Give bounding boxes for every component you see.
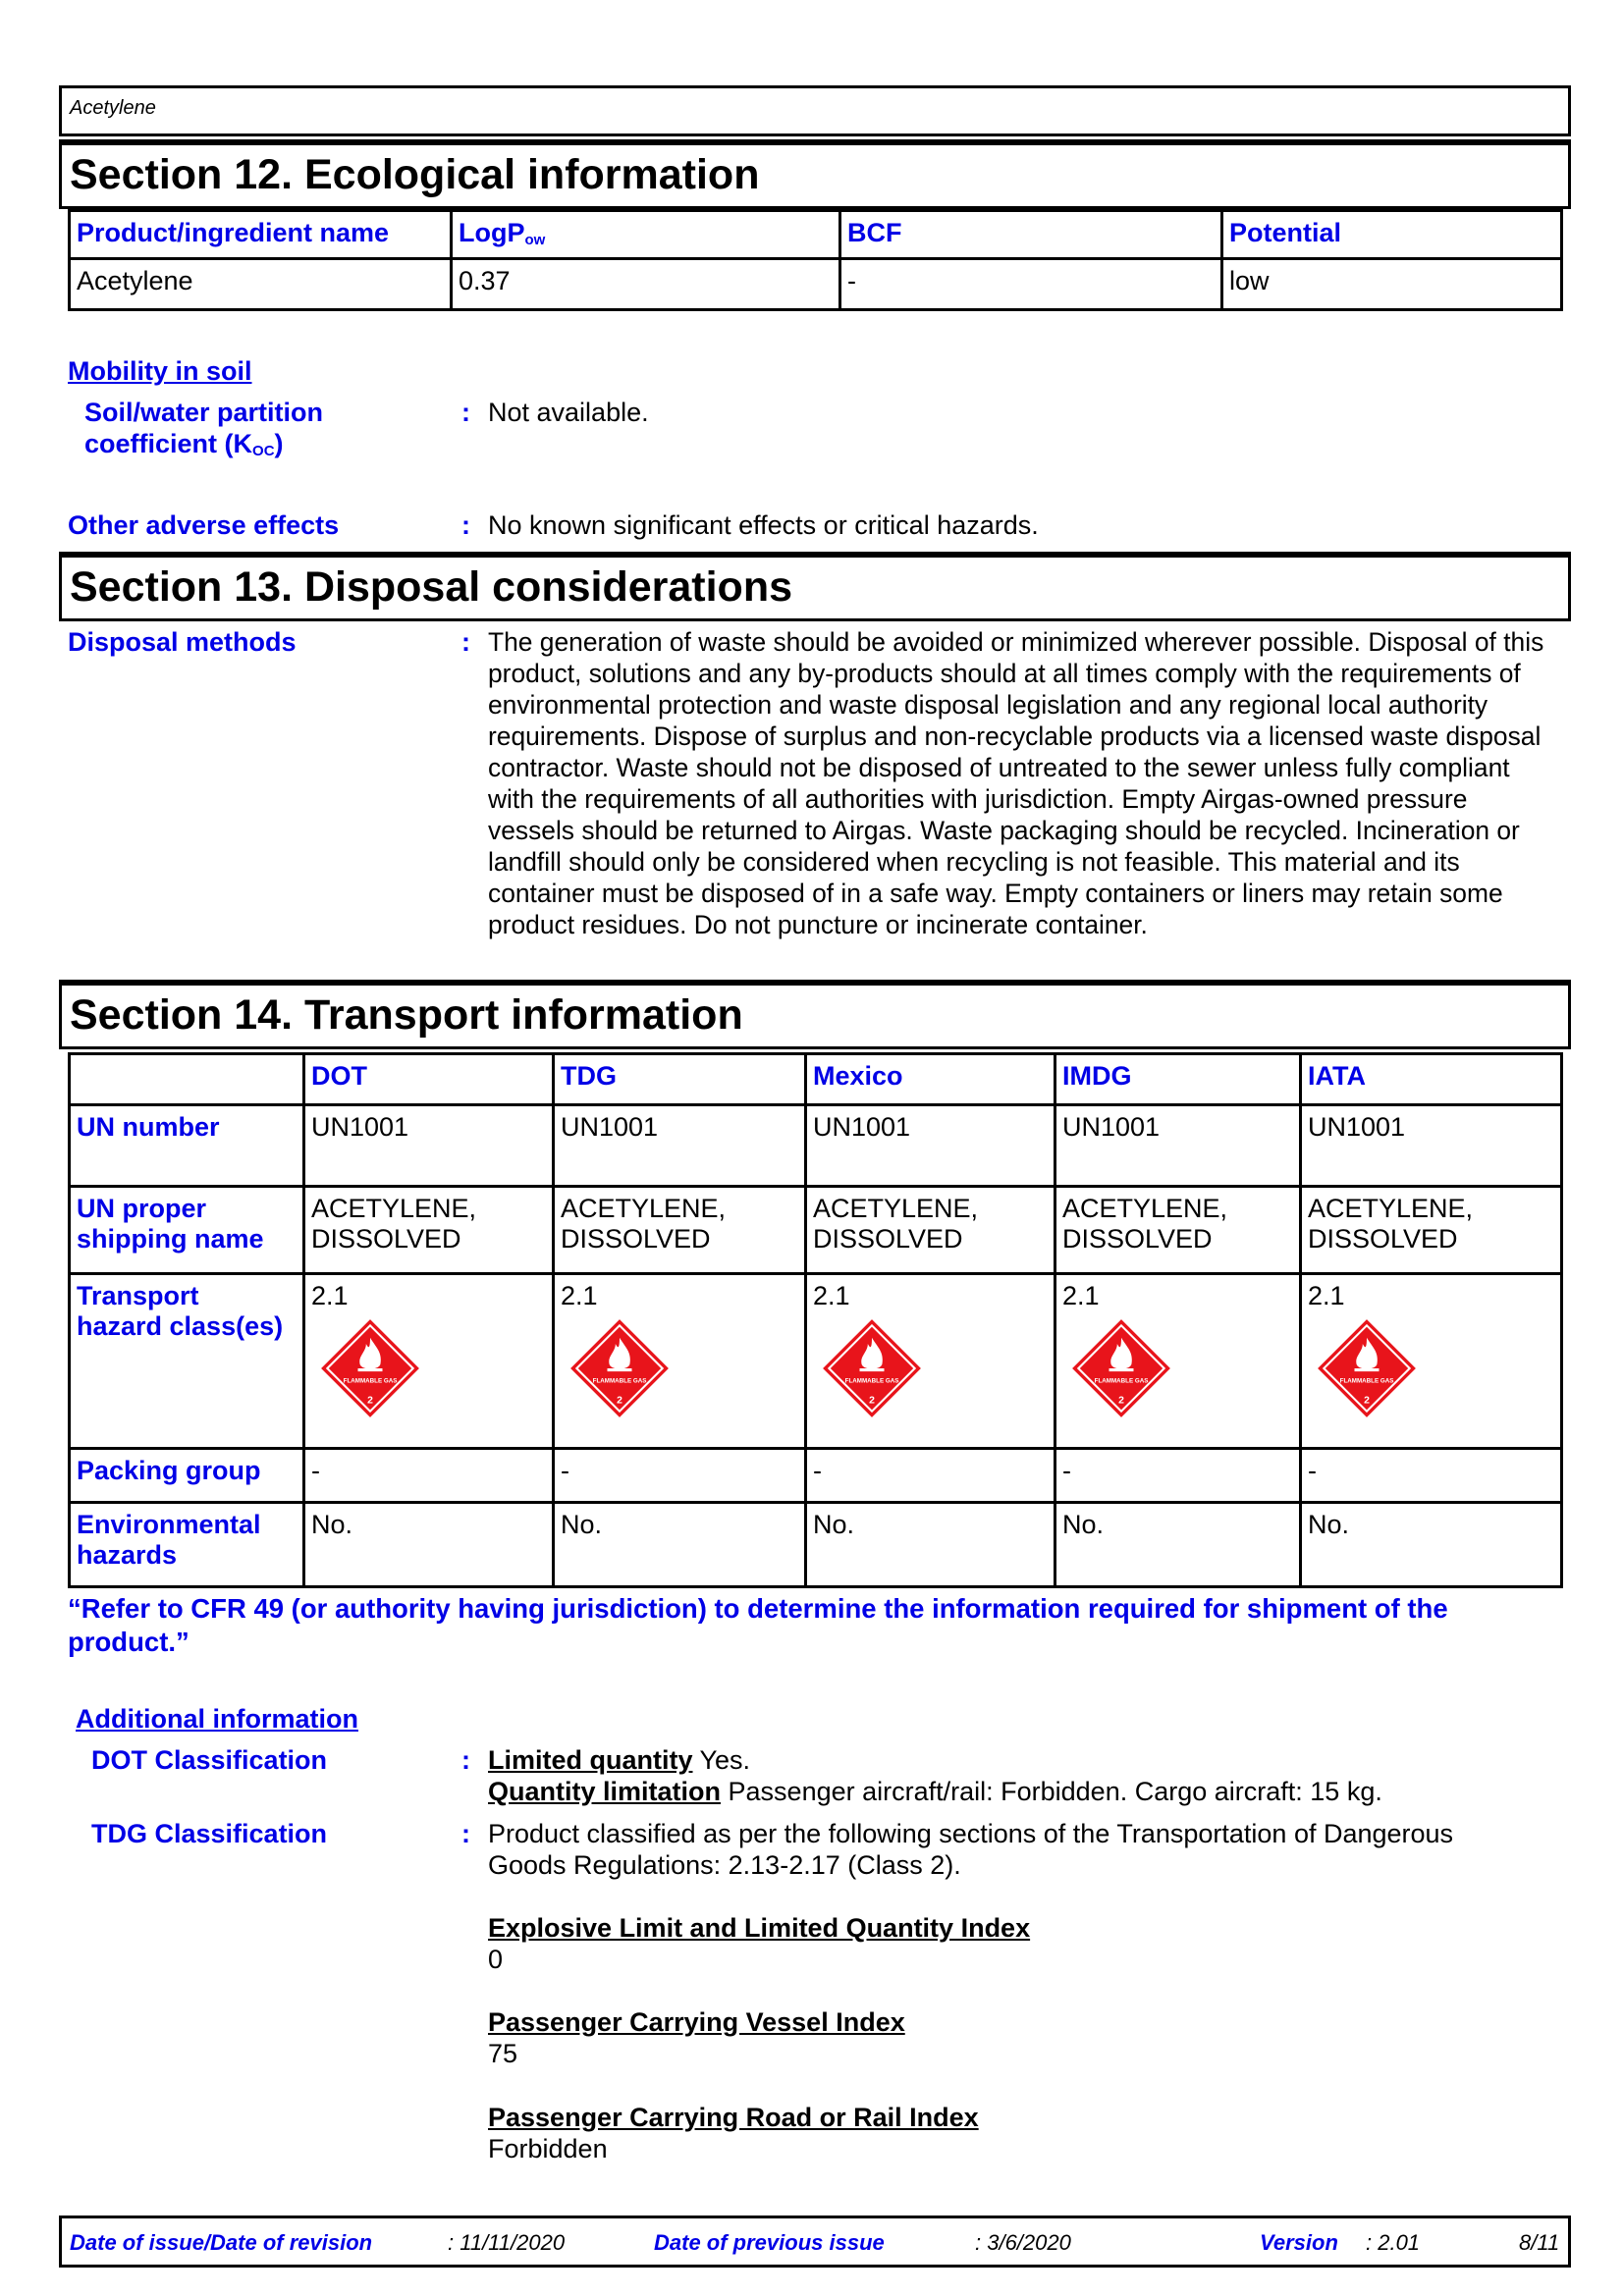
previous-issue-label: Date of previous issue	[654, 2230, 885, 2255]
svg-text:FLAMMABLE GAS: FLAMMABLE GAS	[1094, 1377, 1149, 1385]
previous-issue-value: : 3/6/2020	[975, 2230, 1071, 2255]
cell: UN1001	[554, 1105, 806, 1187]
section-12-title: Section 12. Ecological information	[59, 142, 1571, 209]
soil-value: Not available.	[488, 398, 649, 427]
cell: -	[806, 1449, 1055, 1503]
colon: :	[461, 398, 470, 427]
svg-text:2: 2	[869, 1395, 875, 1407]
cell: Acetylene	[70, 259, 452, 310]
svg-text:FLAMMABLE GAS: FLAMMABLE GAS	[844, 1377, 899, 1385]
cell: 2.1 FLAMMABLE GAS 2	[1301, 1274, 1562, 1449]
flammable-gas-pictogram	[568, 1317, 671, 1419]
explosive-index: Explosive Limit and Limited Quantity Index 0	[488, 1913, 1031, 1974]
col-header: LogP$_{ow}$	[452, 211, 840, 259]
cell: ACETYLENE, DISSOLVED	[1055, 1187, 1301, 1274]
col-header-imdg: IMDG	[1055, 1054, 1301, 1105]
cell: ACETYLENE, DISSOLVED	[554, 1187, 806, 1274]
cell: 2.1 FLAMMABLE GAS 2	[304, 1274, 554, 1449]
disposal-text: The generation of waste should be avoided or minimized wherever possible. Disposal of this product, solutions and any by-products should at all times comply with the requirements of environmental protection and waste disposal legislation and any regional local authority requirements. Dispose of surplus and non-recyclable products via a licensed waste disposal contractor. Waste should not be disposed of untreated to the sewer unless fully compliant with the requirements of all authorities with jurisdiction. Empty Airgas-owned pressure vessels should be returned to Airgas. Waste packaging should be recycled. Incineration or landfill should only be considered when recycling is not feasible. This material and its container must be disposed of in a safe way. Empty containers or liners may retain some product residues. Do not puncture or incinerate container.	[488, 627, 1544, 939]
cell: low	[1222, 259, 1562, 310]
tdg-classification-text: Product classified as per the following sections of the Transportation of Dangerous Goods Regulations: 2.13-2.17 (Class 2).	[488, 1819, 1454, 1880]
cell: 0.37	[452, 259, 840, 310]
col-header: Product/ingredient name	[70, 211, 452, 259]
table-row	[70, 1105, 1562, 1187]
cell: -	[554, 1449, 806, 1503]
road-rail-index: Passenger Carrying Road or Rail Index Forbidden	[488, 2103, 979, 2163]
colon: :	[461, 1745, 470, 1775]
row-label: Transport hazard class(es)	[70, 1274, 304, 1449]
colon: :	[461, 1819, 470, 1848]
cell: No.	[304, 1503, 554, 1587]
col-header: Potential	[1222, 211, 1562, 259]
cell: No.	[1301, 1503, 1562, 1587]
cell: 2.1 FLAMMABLE GAS 2	[554, 1274, 806, 1449]
soil-label: Soil/water partition coefficient $(K_{OC})$	[84, 398, 324, 459]
empty-header	[70, 1054, 304, 1105]
header-product: Acetylene	[70, 97, 156, 119]
vessel-index: Passenger Carrying Vessel Index 75	[488, 2007, 905, 2068]
cell: UN1001	[1301, 1105, 1562, 1187]
page-header	[59, 85, 1571, 136]
cell: ACETYLENE, DISSOLVED	[1301, 1187, 1562, 1274]
additional-info-heading: Additional information	[76, 1704, 358, 1734]
disposal-label: Disposal methods	[68, 627, 297, 657]
section-14-title: Section 14. Transport information	[59, 983, 1571, 1049]
cell: No.	[554, 1503, 806, 1587]
flammable-gas-pictogram	[821, 1317, 923, 1419]
cell: -	[304, 1449, 554, 1503]
svg-text:2: 2	[1118, 1395, 1124, 1407]
page-footer	[59, 2216, 1571, 2268]
colon: :	[461, 510, 470, 540]
svg-text:FLAMMABLE GAS: FLAMMABLE GAS	[592, 1377, 647, 1385]
table-row	[70, 1449, 1562, 1503]
other-effects-value: No known significant effects or critical hazards.	[488, 510, 1039, 540]
flammable-gas-pictogram	[1070, 1317, 1172, 1419]
tdg-classification-label: TDG Classification	[91, 1819, 328, 1848]
cell: UN1001	[806, 1105, 1055, 1187]
cell: ACETYLENE, DISSOLVED	[806, 1187, 1055, 1274]
flammable-gas-pictogram	[1316, 1317, 1418, 1419]
other-effects-label: Other adverse effects	[68, 510, 340, 540]
transport-table	[68, 1052, 1563, 1588]
version-value: : 2.01	[1366, 2230, 1421, 2255]
svg-text:2: 2	[1364, 1395, 1370, 1407]
cell: UN1001	[304, 1105, 554, 1187]
flammable-gas-pictogram	[319, 1317, 421, 1419]
row-label: UN proper shipping name	[70, 1187, 304, 1274]
table-row	[70, 259, 1562, 310]
issue-date-value: : 11/11/2020	[448, 2230, 566, 2255]
cell: -	[840, 259, 1222, 310]
col-header-tdg: TDG	[554, 1054, 806, 1105]
table-row	[70, 1503, 1562, 1587]
dot-classification-label: DOT Classification	[91, 1745, 328, 1775]
cell: 2.1 FLAMMABLE GAS 2	[806, 1274, 1055, 1449]
col-header: BCF	[840, 211, 1222, 259]
svg-text:2: 2	[367, 1395, 373, 1407]
svg-text:FLAMMABLE GAS: FLAMMABLE GAS	[1339, 1377, 1394, 1385]
col-header-mexico: Mexico	[806, 1054, 1055, 1105]
row-label: UN number	[70, 1105, 304, 1187]
table-row	[70, 1274, 1562, 1449]
svg-text:2: 2	[617, 1395, 622, 1407]
colon: :	[461, 627, 470, 657]
svg-text:FLAMMABLE GAS: FLAMMABLE GAS	[343, 1377, 398, 1385]
version-label: Version	[1260, 2230, 1338, 2255]
row-label: Packing group	[70, 1449, 304, 1503]
cell: No.	[1055, 1503, 1301, 1587]
cell: ACETYLENE, DISSOLVED	[304, 1187, 554, 1274]
cell: No.	[806, 1503, 1055, 1587]
col-header-iata: IATA	[1301, 1054, 1562, 1105]
ecology-table	[68, 209, 1563, 311]
cell: -	[1301, 1449, 1562, 1503]
dot-classification-value: Limited quantity Yes. Quantity limitation Passenger aircraft/rail: Forbidden. Cargo aircraft: 15 kg.	[488, 1745, 1382, 1806]
section-13-title: Section 13. Disposal considerations	[59, 555, 1571, 621]
page-number: 8/11	[1519, 2230, 1560, 2255]
cfr-note: “Refer to CFR 49 (or authority having jurisdiction) to determine the information required for shipment of the product.”	[68, 1593, 1448, 1657]
cell: -	[1055, 1449, 1301, 1503]
issue-date-label: Date of issue/Date of revision	[70, 2230, 373, 2255]
cell: UN1001	[1055, 1105, 1301, 1187]
mobility-heading: Mobility in soil	[68, 356, 252, 386]
table-row	[70, 1187, 1562, 1274]
row-label: Environmental hazards	[70, 1503, 304, 1587]
cell: 2.1 FLAMMABLE GAS 2	[1055, 1274, 1301, 1449]
col-header-dot: DOT	[304, 1054, 554, 1105]
